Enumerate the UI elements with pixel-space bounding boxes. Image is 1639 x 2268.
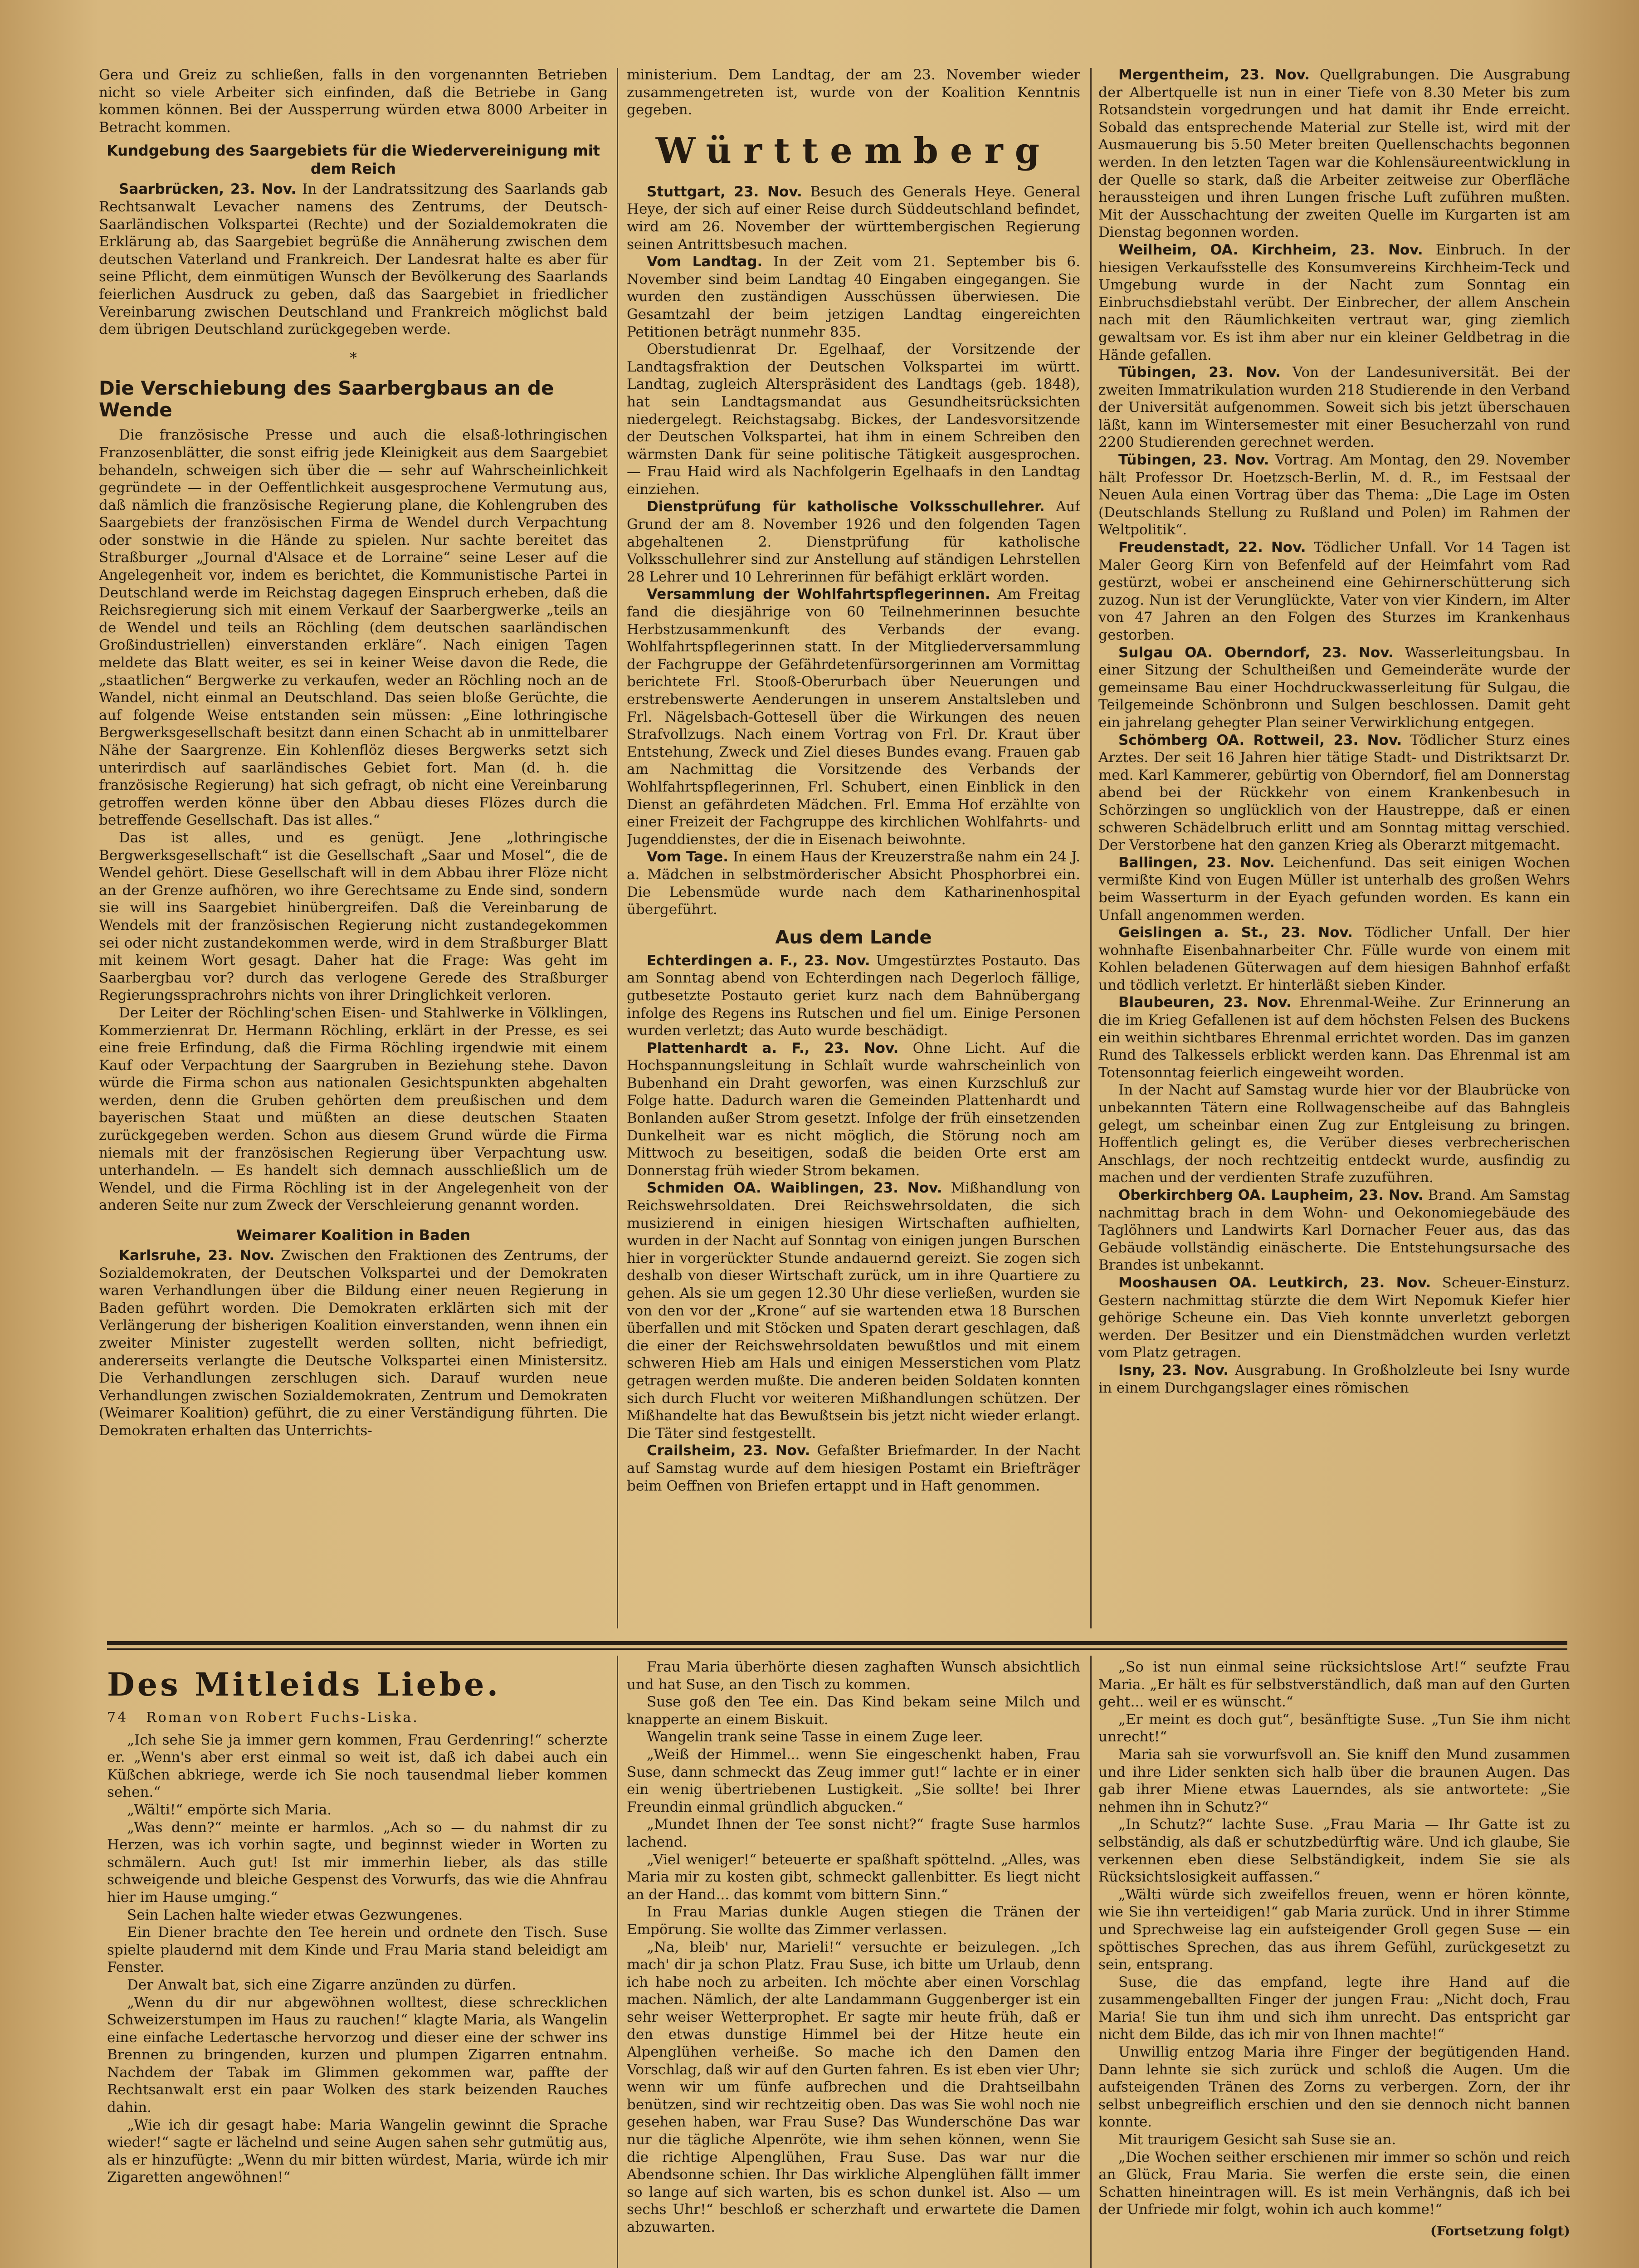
serial-paragraph: Ein Diener brachte den Tee herein und ordnete den Tisch. Suse spielte plaudernd mit dem Kinde und Frau Maria stand beleidigt am Fenster. <box>107 1924 608 1976</box>
article-body: Ohne Licht. Auf die Hochspannungsleitung in Schlaît wurde wahrscheinlich von Bubenhand ein Draht geworfen, was einen Kurzschluß zur Folge hatte. Dadurch waren die Gemeinden Plattenhardt und Bonlanden außer Strom gesetzt. Infolge der früh einsetzenden Dunkelheit war es nicht möglich, die Störung noch am Mittwoch zu beseitigen, sodaß die beiden Orte erst am Donnerstag früh wieder Strom bekamen. <box>627 1040 1080 1179</box>
article-body: Besuch des Generals Heye. General Heye, der sich auf einer Reise durch Süddeutschland befindet, wird am 26. November der württembergischen Regierung seinen Antrittsbesuch machen. <box>627 183 1080 253</box>
article-text: Oberstudienrat Dr. Egelhaaf, der Vorsitzende der Landtagsfraktion der Deutschen Volkspartei im württ. Landtag, zugleich Alterspräsident des Landtags (geb. 1848), hat sein Landtagsmandat aus Gesundheitsrücksichten niedergelegt. Reichstagsabg. Bickes, der Landesvorsitzende der Deutschen Volkspartei, hat ihm in einem Schreiben den wärmsten Dank für seine politische Tätigkeit ausgesprochen. — Frau Haid wird als Nachfolgerin Egelhaafs in den Landtag einziehen. <box>627 341 1080 498</box>
article-text: Die französische Presse und auch die elsaß-lothringischen Franzosenblätter, die sonst eifrig jede Kleinigkeit aus dem Saargebiet behandeln, schweigen sich über die — sehr auf Wahrscheinlichkeit gegründete — in der Oeffentlichkeit ausgesprochene Vermutung aus, daß nämlich die französische Regierung plane, die Kohlengruben des Saargebiets der französischen Firma de Wendel durch Verpachtung oder sonstwie in die Hände zu spielen. Nur sachte bereitet das Straßburger „Journal d'Alsace et de Lorraine“ seine Leser auf die Angelegenheit vor, indem es berichtet, die Kommunistische Partei in Deutschland werde im Reichstag dagegen Einspruch erheben, daß die Reichsregierung sich mit einem Verkauf der Saarbergwerke „teils an de Wendel und teils an Röchling (dem deutschen saarländischen Großindustriellen) einverstanden erkläre“. Nach einigen Tagen meldete das Blatt weiter, es sei in keiner Weise davon die Rede, die „staatlichen“ Bergwerke zu verkaufen, weder an Röchling noch an de Wandel, nicht einmal an Deutschland. Das seien bloße Gerüchte, die auf folgende Weise entstanden sein müssen: „Eine lothringische Bergwerksgesellschaft besitzt dann einen Schacht ab in unmittelbarer Nähe der Saargrenze. Ein Kohlenflöz dieses Bergwerks setzt sich unterirdisch auf saarländisches Gebiet fort. Man (d. h. die französische Regierung) hat sich gefragt, ob nicht eine Vereinbarung getroffen werden könne über den Abbau dieses Flözes durch die betreffende Gesellschaft. Das ist alles.“ <box>99 427 608 829</box>
dateline: Dienstprüfung für katholische Volksschullehrer. <box>647 499 1045 515</box>
separator-star: * <box>350 349 357 367</box>
article-headline: Die Verschiebung des Saarbergbaus an de Wende <box>99 377 554 421</box>
serial-paragraph: „Weiß der Himmel... wenn Sie eingeschenkt haben, Frau Suse, dann schmeckt das Zeug immer gut!“ lachte er in einer ein wenig übertriebenen Lustigkeit. „Sie sollte! bei Ihrer Freundin einmal gründlich abgucken.“ <box>627 1746 1080 1815</box>
article-text <box>627 1179 1080 1442</box>
article-text <box>1098 364 1570 451</box>
serial-column-1 <box>107 1658 608 2268</box>
article-body: Brand. Am Samstag nachmittag brach in dem Wohn- und Oekonomiegebäude des Taglöhners und Landwirts Karl Dornacher Feuer aus, das das Gebäude vollständig einäscherte. Die Entstehungsursache des Brandes ist unbekannt. <box>1098 1187 1570 1274</box>
article-body: Quellgrabungen. Die Ausgrabung der Albertquelle ist nun in einer Tiefe von 8.30 Meter bis zum Rotsandstein vorgedrungen und hat damit ihr Ende erreicht. Sobald das entsprechende Material zur Stelle ist, wird mit der Ausmauerung bis 5.50 Meter breiten Quellenschachts begonnen werden. In den letzten Tagen war die Kohlensäureentwicklung in der Quelle so stark, daß die Arbeiter zeitweise zur Oberfläche heraussteigen und ihren Lungen frische Luft zuführen mußten. Mit der Ausschachtung der zweiten Quelle im Kurgarten ist am Dienstag begonnen worden. <box>1098 67 1570 241</box>
serial-paragraph: „In Schutz?“ lachte Suse. „Frau Maria — Ihr Gatte ist zu selbständig, als daß er schutzbedürftig wäre. Und ich glaube, Sie verkennen eben diese Selbständigkeit, indem Sie sie als Rücksichtslosigkeit auffassen.“ <box>1098 1816 1570 1886</box>
dateline: Oberkirchberg OA. Laupheim, 23. Nov. <box>1118 1187 1424 1203</box>
dateline: Karlsruhe, 23. Nov. <box>119 1247 275 1264</box>
dateline: Freudenstadt, 22. Nov. <box>1118 539 1306 556</box>
dateline: Crailsheim, 23. Nov. <box>647 1442 810 1459</box>
serial-paragraph: „Wenn du dir nur abgewöhnen wolltest, diese schrecklichen Schweizerstumpen im Haus zu rauchen!“ klagte Maria, als Wangelin eine einfache Ledertasche hervorzog und dieser eine der schwer ins Brennen zu bringenden, kurzen und plumpen Zigarren entnahm. Nachdem der Tabak im Glimmen gekommen war, paffte der Rechtsanwalt erst ein paar Wolken des stark beizenden Rauches dahin. <box>107 1994 608 2116</box>
section-heading: Württemberg <box>655 130 1052 171</box>
article-text: ministerium. Dem Landtag, der am 23. November wieder zusammengetreten ist, wurde von der Koalition Kenntnis gegeben. <box>627 67 1080 118</box>
dateline: Schmiden OA. Waiblingen, 23. Nov. <box>647 1180 942 1197</box>
serial-paragraph: Der Anwalt bat, sich eine Zigarre anzünden zu dürfen. <box>127 1976 517 1993</box>
serial-paragraph: „Viel weniger!“ beteuerte er spaßhaft spöttelnd. „Alles, was Maria mir zu kosten gibt, schmeckt gallenbitter. Es liegt nicht an der Hand... das kommt vom bittern Sinn.“ <box>627 1851 1080 1903</box>
serial-column-3 <box>1098 1658 1570 2268</box>
article-text <box>1098 66 1570 241</box>
serial-paragraph: „Wie ich dir gesagt habe: Maria Wangelin gewinnt die Sprache wieder!“ sagte er lächelnd und seine Augen sahen sehr gutmütig aus, als er hinzufügte: „Wenn du mir bitten würdest, Maria, würde ich mir Zigaretten angewöhnen!“ <box>107 2116 608 2186</box>
article-headline: Weimarer Koalition in Baden <box>236 1227 471 1244</box>
article-text <box>1098 644 1570 732</box>
dateline: Ballingen, 23. Nov. <box>1118 854 1275 871</box>
serial-paragraph: „Die Wochen seither erschienen mir immer so schön und reich an Glück, Frau Maria. Sie werfen die erste sein, die einen Schatten hineintragen will. Es ist mein Verhängnis, daß ich bei der Unfriede mir folgt, wohin ich auch komme!“ <box>1098 2149 1570 2218</box>
article-text: Der Leiter der Röchling'schen Eisen- und Stahlwerke in Völklingen, Kommerzienrat Dr. Hermann Röchling, erklärt in der Presse, es sei eine freie Erfindung, daß die Firma Röchling irgendwie mit einem Kauf oder Verpachtung der Saargruben in Beziehung stehe. Davon würde die Firma schon aus nationalen Gesichtspunkten abgehalten werden, denn die Gruben gehörten dem preußischen und dem bayerischen Staat und müßten an diese deutschen Staaten zurückgegeben werden. Schon aus diesem Grund würde die Firma niemals mit der französischen Regierung über Verpachtung usw. unterhandeln. — Es handelt sich demnach ausschließlich um de Wendel, und die Firma Röchling ist in der Angelegenheit von der anderen Seite nur zum Zweck der Verschleierung genannt worden. <box>99 1004 608 1214</box>
article-body: Tödlicher Sturz eines Arztes. Der seit 16 Jahren hier tätige Stadt- und Distriktsarzt Dr. med. Karl Kammerer, gebürtig von Oberndorf, fiel am Donnerstag abend bei der Rückkehr von einem Krankenbesuch in Schörzingen so unglücklich von der Haustreppe, daß er einen schweren Schädelbruch erlitt und am Sonntag mittag verschied. Der Verstorbene hat den ganzen Krieg als Oberarzt mitgemacht. <box>1098 732 1570 854</box>
article-text <box>627 498 1080 586</box>
serial-paragraph: Sein Lachen halte wieder etwas Gezwungenes. <box>127 1906 463 1923</box>
article-body: Gefaßter Briefmarder. In der Nacht auf Samstag wurde auf dem hiesigen Postamt ein Briefträger beim Oeffnen von Briefen ertappt und in Haft genommen. <box>627 1442 1080 1494</box>
article-body: Umgestürztes Postauto. Das am Sonntag abend von Echterdingen nach Degerloch fällige, gutbesetzte Postauto geriet kurz nach dem Bahnübergang infolge des Regens ins Rutschen und fiel um. Einige Personen wurden verletzt; das Auto wurde beschädigt. <box>627 952 1080 1039</box>
dateline: Plattenhardt a. F., 23. Nov. <box>647 1040 899 1056</box>
article-body: In der Zeit vom 21. September bis 6. November sind beim Landtag 40 Eingaben eingegangen. Sie wurden den zuständigen Ausschüssen überwiesen. Die Gesamtzahl der beim jetzigen Landtag eingereichten Petitionen beträgt nunmehr 835. <box>627 254 1080 340</box>
serial-paragraph: Frau Maria überhörte diesen zaghaften Wunsch absichtlich und hat Suse, an den Tisch zu kommen. <box>627 1659 1080 1693</box>
article-text <box>1098 732 1570 854</box>
article-text: Gera und Greiz zu schließen, falls in den vorgenannten Betrieben nicht so viele Arbeiter sich einfinden, daß die Betriebe in Gang kommen können. Bei der Aussperrung würden etwa 8000 Arbeiter in Betracht kommen. <box>99 67 608 136</box>
article-body: Zwischen den Fraktionen des Zentrums, der Sozialdemokraten, der Deutschen Volkspartei und der Demokraten waren Verhandlungen über die Bildung einer neuen Regierung in Baden geführt worden. Die Demokraten erklärten sich mit der Verlängerung der bisherigen Koalition einverstanden, wenn ihnen ein zweiter Minister zugestellt werden sollten, nicht befriedigt, andererseits verlangte die Deutsche Volkspartei einen Ministersitz. Die Verhandlungen zerschlugen sich. Darauf wurden neue Verhandlungen zwischen Sozialdemokraten, Zentrum und Demokraten (Weimarer Koalition) geführt, die zu einer Verständigung führten. Die Demokraten erhalten das Unterrichts- <box>99 1247 608 1439</box>
serial-column-2 <box>627 1658 1080 2268</box>
serial-paragraph: „So ist nun einmal seine rücksichtslose Art!“ seufzte Frau Maria. „Er hält es für selbstverständlich, daß man auf den Gurten geht... weil er es wünscht.“ <box>1098 1659 1570 1711</box>
article-body: Tödlicher Unfall. Vor 14 Tagen ist Maler Georg Kirn von Befenfeld auf der Heimfahrt vom Rad gestürzt, wobei er anscheinend eine Gehirnerschütterung sich zuzog. Nun ist der Verunglückte, Vater von vier Kindern, im Alter von 47 Jahren an den Folgen des Sturzes im Krankenhaus gestorben. <box>1098 539 1570 643</box>
serial-title: Des Mitleids Liebe. <box>107 1666 501 1703</box>
dateline: Mooshausen OA. Leutkirch, 23. Nov. <box>1118 1274 1431 1291</box>
article-body: Ausgrabung. In Großholzleute bei Isny wurde in einem Durchgangslager eines römischen <box>1098 1362 1570 1396</box>
dateline: Weilheim, OA. Kirchheim, 23. Nov. <box>1118 241 1423 258</box>
dateline: Vom Landtag. <box>647 254 763 270</box>
article-body: Mißhandlung von Reichswehrsoldaten. Drei Reichswehrsoldaten, die sich musizierend in einigen hiesigen Wirtschaften aufhielten, wurden in der Nacht auf Sonntag von einigen jungen Burschen hier in vorgerückter Stunde andauernd gereizt. Sie zogen sich deshalb von dieser Wirtschaft zurück, um in ihre Quartiere zu gehen. Als sie um gegen 12.30 Uhr diese verließen, wurden sie von den vor der „Krone“ auf sie wartenden etwa 18 Burschen überfallen und mit Stöcken und Spaten derart geschlagen, daß die einer der Reichswehrsoldaten bewußtlos und mit einem schweren Hieb am Hals und einigen Messerstichen vom Platz getragen werden mußte. Die anderen beiden Soldaten konnten sich durch Flucht vor weiteren Mißhandlungen schützen. Der Mißhandelte hat das Bewußtsein bis jetzt nicht wieder erlangt. Die Täter sind festgestellt. <box>627 1180 1080 1442</box>
serial-paragraph: Maria sah sie vorwurfsvoll an. Sie kniff den Mund zusammen und ihre Lider senkten sich halb über die braunen Augen. Das gab ihrer Miene etwas Lauerndes, als sie antwortete: „Sie nehmen ihn in Schutz?“ <box>1098 1746 1570 1815</box>
article-text <box>1098 854 1570 924</box>
dateline: Schömberg OA. Rottweil, 23. Nov. <box>1118 732 1402 748</box>
serial-paragraph: „Mundet Ihnen der Tee sonst nicht?“ fragte Suse harmlos lachend. <box>627 1816 1080 1850</box>
dateline: Echterdingen a. F., 23. Nov. <box>647 952 870 969</box>
article-text <box>1098 539 1570 644</box>
serial-paragraph: „Was denn?“ meinte er harmlos. „Ach so — du nahmst dir zu Herzen, was ich vorhin sagte, und beginnst wieder in Worten zu schmälern. Auch gut! Ist mir immerhin lieber, als das stille schweigende und bleiche Gespenst des Vorwurfs, das wie die Ahnfrau hier im Hause umging.“ <box>107 1819 608 1906</box>
serial-paragraph: „Ich sehe Sie ja immer gern kommen, Frau Gerdenring!“ scherzte er. „Wenn's aber erst einmal so weit ist, daß ich dabei auch ein Küßchen abkriege, werde ich Sie noch tausendmal lieber kommen sehen.“ <box>107 1731 608 1801</box>
article-body: In einem Haus der Kreuzerstraße nahm ein 24 J. a. Mädchen in selbstmörderischer Absicht Phosphorbrei ein. Die Lebensmüde wurde nach dem Katharinenhospital übergeführt. <box>627 849 1080 918</box>
dateline: Isny, 23. Nov. <box>1118 1362 1229 1378</box>
article-body: Wasserleitungsbau. In einer Sitzung der Schultheißen und Gemeinderäte wurde der gemeinsame Bau einer Hochdruckwasserleitung für Sulgau, die Teilgemeinde Schönbronn und Sulgen beschlossen. Damit geht ein jahrelang gehegter Plan seiner Verwirklichung entgegen. <box>1098 644 1570 731</box>
article-text <box>1098 451 1570 539</box>
dateline: Sulgau OA. Oberndorf, 23. Nov. <box>1118 644 1394 661</box>
article-text <box>1098 1187 1570 1274</box>
article-text <box>1098 1274 1570 1362</box>
feuilleton-separator-thin <box>107 1648 1567 1650</box>
article-text <box>627 253 1080 341</box>
serial-paragraph: Unwillig entzog Maria ihre Finger der begütigenden Hand. Dann lehnte sie sich zurück und schloß die Augen. Um die aufsteigenden Tränen des Zorns zu verbergen. Zorn, der ihr selbst unbegreiflich erschien und den sie dennoch nicht bannen konnte. <box>1098 2044 1570 2131</box>
serial-paragraph: „Er meint es doch gut“, besänftigte Suse. „Tun Sie ihm nicht unrecht!“ <box>1098 1711 1570 1745</box>
article-text <box>627 1442 1080 1495</box>
dateline: Tübingen, 23. Nov. <box>1118 452 1269 469</box>
serial-number: 74 <box>107 1710 128 1725</box>
dateline: Vom Tage. <box>647 849 729 865</box>
serial-paragraph: Suse goß den Tee ein. Das Kind bekam seine Milch und knapperte an einem Biskuit. <box>627 1694 1080 1728</box>
column-rule <box>617 1656 618 2268</box>
article-body: Ehrenmal-Weihe. Zur Erinnerung an die im Krieg Gefallenen ist auf dem höchsten Felsen des Buckens ein weithin sichtbares Ehrenmal errichtet worden. Das im ganzen Rund des Talkessels erblickt werden kann. Das Ehrenmal ist am Totensonntag feierlich eingeweiht worden. <box>1098 994 1570 1081</box>
serial-paragraph: Mit traurigem Gesicht sah Suse sie an. <box>1118 2131 1396 2148</box>
article-text <box>627 183 1080 253</box>
feuilleton-separator <box>107 1641 1567 1645</box>
serial-paragraph: „Wälti!“ empörte sich Maria. <box>127 1801 332 1818</box>
article-text <box>627 1040 1080 1180</box>
article-body: Auf Grund der am 8. November 1926 und den folgenden Tagen abgehaltenen 2. Dienstprüfung für katholische Volksschullehrer sind zur Anstellung auf ständigen Lehrstellen 28 Lehrer und 10 Lehrerinnen für befähigt erklärt worden. <box>627 499 1080 585</box>
serial-byline <box>107 1709 608 1727</box>
serial-subtitle: Roman von Robert Fuchs-Liska. <box>146 1710 419 1725</box>
article-body: Tödlicher Unfall. Der hier wohnhafte Eisenbahnarbeiter Chr. Fülle wurde von einem mit Kohlen beladenen Güterwagen auf dem hiesigen Bahnhof erfaßt und tödlich verletzt. Er hinterläßt sieben Kinder. <box>1098 924 1570 993</box>
article-text <box>627 586 1080 848</box>
article-text <box>1098 241 1570 364</box>
dateline: Tübingen, 23. Nov. <box>1118 364 1281 381</box>
article-body: In der Landratssitzung des Saarlands gab Rechtsanwalt Levacher namens des Zentrums, der Deutsch-Saarländischen Volkspartei (Rechte) und der Sozialdemokraten die Erklärung ab, das Saargebiet begrüße die Annäherung zwischen dem deutschen Vaterland und Frankreich. Der Landesrat halte es aber für seine Pflicht, dem einmütigen Wunsch der Bevölkerung des Saarlands feierlichen Ausdruck zu geben, daß das Saargebiet in friedlicher Vereinbarung zwischen Deutschland und Frankreich möglichst bald dem übrigen Deutschland zurückgegeben werde. <box>99 181 608 338</box>
dateline: Stuttgart, 23. Nov. <box>647 183 802 200</box>
dateline: Versammlung der Wohlfahrtspflegerinnen. <box>647 586 990 603</box>
serial-paragraph: Suse, die das empfand, legte ihre Hand auf die zusammengeballten Finger der jungen Frau: „Nicht doch, Frau Maria! Sie tun ihm und sich ihm unrecht. Das entspricht gar nicht dem Bilde, das ich mir von Ihnen machte!“ <box>1098 1974 1570 2043</box>
article-body: Am Freitag fand die diesjährige von 60 Teilnehmerinnen besuchte Herbstzusammenkunft des Verbands der evang. Wohlfahrtspflegerinnen statt. In der Mitgliederversammlung der Fachgruppe der Gefährdetenfürsorgerinnen am Vormittag berichtete Frl. Stooß-Oberurbach über Neuerungen und erstrebenswerte Aenderungen in unserem Anstaltsleben und Frl. Nägelsbach-Gottesell über die Wirkungen des neuen Strafvollzugs. Nach einem Vortrag von Frl. Dr. Kraut über Entstehung, Zweck und Ziel dieses Bundes evang. Frauen gab am Nachmittag die Vorsitzende des Verbands der Wohlfahrtspflegerinnen, Frl. Schubert, einen Einblick in den Dienst an gefährdeten Mädchen. Frl. Emma Hof erzählte von einer Freizeit der Fachgruppe des kirchlichen Wohlfahrts- und Jugenddienstes, der die in Eisenach beiwohnte. <box>627 586 1080 848</box>
article-text <box>1098 1362 1570 1397</box>
article-text: In der Nacht auf Samstag wurde hier vor der Blaubrücke von unbekannten Tätern eine Rollwagenscheibe auf das Bahngleis gelegt, um scheinbar einen Zug zur Entgleisung zu bringen. Hoffentlich gelingt es, die Verüber dieses verbrecherischen Anschlags, der noch rechtzeitig entdeckt wurde, ausfindig zu machen und der verdienten Strafe zuzuführen. <box>1098 1082 1570 1186</box>
dateline: Geislingen a. St., 23. Nov. <box>1118 924 1353 941</box>
article-text <box>627 952 1080 1040</box>
article-text <box>1098 994 1570 1081</box>
dateline: Saarbrücken, 23. Nov. <box>119 181 297 198</box>
article-body: Von der Landesuniversität. Bei der zweiten Immatrikulation wurden 218 Studierende in den Verband der Universität aufgenommen. Soweit sich bis jetzt überschauen läßt, kann im Wintersemester mit einer Besucherzahl von rund 2200 Studierenden gerechnet werden. <box>1098 364 1570 451</box>
dateline: Blaubeuren, 23. Nov. <box>1118 994 1292 1011</box>
article-body: Leichenfund. Das seit einigen Wochen vermißte Kind von Eugen Müller ist unterhalb des großen Wehrs beim Wasserturm in der Eyach gefunden worden. Es kann ein Unfall angenommen werden. <box>1098 854 1570 924</box>
article-text <box>627 848 1080 918</box>
serial-paragraph: In Frau Marias dunkle Augen stiegen die Tränen der Empörung. Sie wollte das Zimmer verlassen. <box>627 1904 1080 1938</box>
column-rule <box>1090 1656 1092 2268</box>
news-column-3 <box>1098 66 1570 1636</box>
article-body: Einbruch. In der hiesigen Verkaufsstelle des Konsumvereins Kirchheim-Teck und Umgebung wurde in der Nacht zum Sonntag ein Einbruchsdiebstahl verübt. Der Einbrecher, der allem Anschein nach mit den Räumlichkeiten vertraut war, ging ziemlich gewaltsam vor. Es ist ihm aber nur ein kleiner Geldbetrag in die Hände gefallen. <box>1098 241 1570 363</box>
serial-paragraph: „Na, bleib' nur, Marieli!“ versuchte er beizulegen. „Ich mach' dir ja schon Platz. Frau Suse, ich bitte um Urlaub, denn ich habe noch zu arbeiten. Ich möchte aber einen Vorschlag machen. Nämlich, der alte Landammann Guggenberger ist ein sehr weiser Wetterprophet. Er sagte mir heute früh, daß er den etwas dunstige Himmel bei der Hitze heute ein Alpenglühen verheiße. So mache ich den Damen den Vorschlag, daß wir auf den Gurten fahren. Es ist eben vier Uhr; wenn wir um fünfe aufbrechen und die Drahtseilbahn benützen, sind wir rechtzeitig oben. Das was Sie wohl noch nie gesehen haben, war Frau Suse? Das Wunderschöne Das war nur die tägliche Alpenröte, wie ihm sehen können, wenn Sie die richtige Alpenglühen, Frau Suse. Das war nur die Abendsonne schien. Ihr Das wirkliche Alpenglühen fällt immer so lange auf sich warten, bis es schon dunkel ist. Also — um sechs Uhr!“ beschloß er scherzhaft und erwartete die Damen abzuwarten. <box>627 1939 1080 2235</box>
news-column-2 <box>627 66 1080 1636</box>
article-text: Das ist alles, und es genügt. Jene „lothringische Bergwerksgesellschaft“ ist die Gesellschaft „Saar und Mosel“, die de Wendel gehört. Diese Gesellschaft will in dem Abbau ihrer Flöze nicht an der Grenze aufhören, wo ihre Gerechtsame zu Ende sind, sondern sie will ins Saargebiet hinübergreifen. Daß die Vereinbarung de Wendels mit der französischen Regierung nicht zustandegekommen sei oder nicht zustandekommen werde, wird in dem Straßburger Blatt mit keinem Wort gesagt. Daher hat die Frage: Was geht im Saarbergbau vor? durch das verlogene Gerede des Straßburger Regierungssprachrohrs nichts von ihrer Dringlichkeit verloren. <box>99 829 608 1004</box>
dateline: Mergentheim, 23. Nov. <box>1118 67 1310 83</box>
article-body: Vortrag. Am Montag, den 29. November hält Professor Dr. Hoetzsch-Berlin, M. d. R., im Festsaal der Neuen Aula einen Vortrag über das Thema: „Die Lage im Osten (Deutschlands Stellung zu Rußland und Polen) im Rahmen der Weltpolitik“. <box>1098 452 1570 538</box>
serial-paragraph: „Wälti würde sich zweifellos freuen, wenn er hören könnte, wie Sie ihn verteidigen!“ gab Maria zurück. Und in ihrer Stimme und Sprechweise lag ein aufsteigender Groll gegen Suse — ein spöttisches Sprechen, das aus ihrem Gefühl, zurückgesetzt zu sein, entsprang. <box>1098 1886 1570 1973</box>
news-column-1 <box>99 66 608 1636</box>
article-text <box>99 181 608 338</box>
column-rule <box>1090 68 1092 1628</box>
section-subheading: Aus dem Lande <box>775 927 932 948</box>
article-headline: Kundgebung des Saargebiets für die Wiedervereinigung mit dem Reich <box>107 142 600 178</box>
serial-paragraph: Wangelin trank seine Tasse in einem Zuge leer. <box>647 1729 983 1745</box>
column-rule <box>617 68 618 1628</box>
continuation-note: (Fortsetzung folgt) <box>1430 2223 1570 2239</box>
article-body: Scheuer-Einsturz. Gestern nachmittag stürzte die dem Wirt Nepomuk Kiefer hier gehörige Scheune ein. Das Vieh konnte unverletzt geborgen werden. Der Besitzer und ein Dienstmädchen wurden verletzt vom Platz getragen. <box>1098 1274 1570 1361</box>
article-text <box>99 1247 608 1440</box>
article-text <box>1098 924 1570 994</box>
